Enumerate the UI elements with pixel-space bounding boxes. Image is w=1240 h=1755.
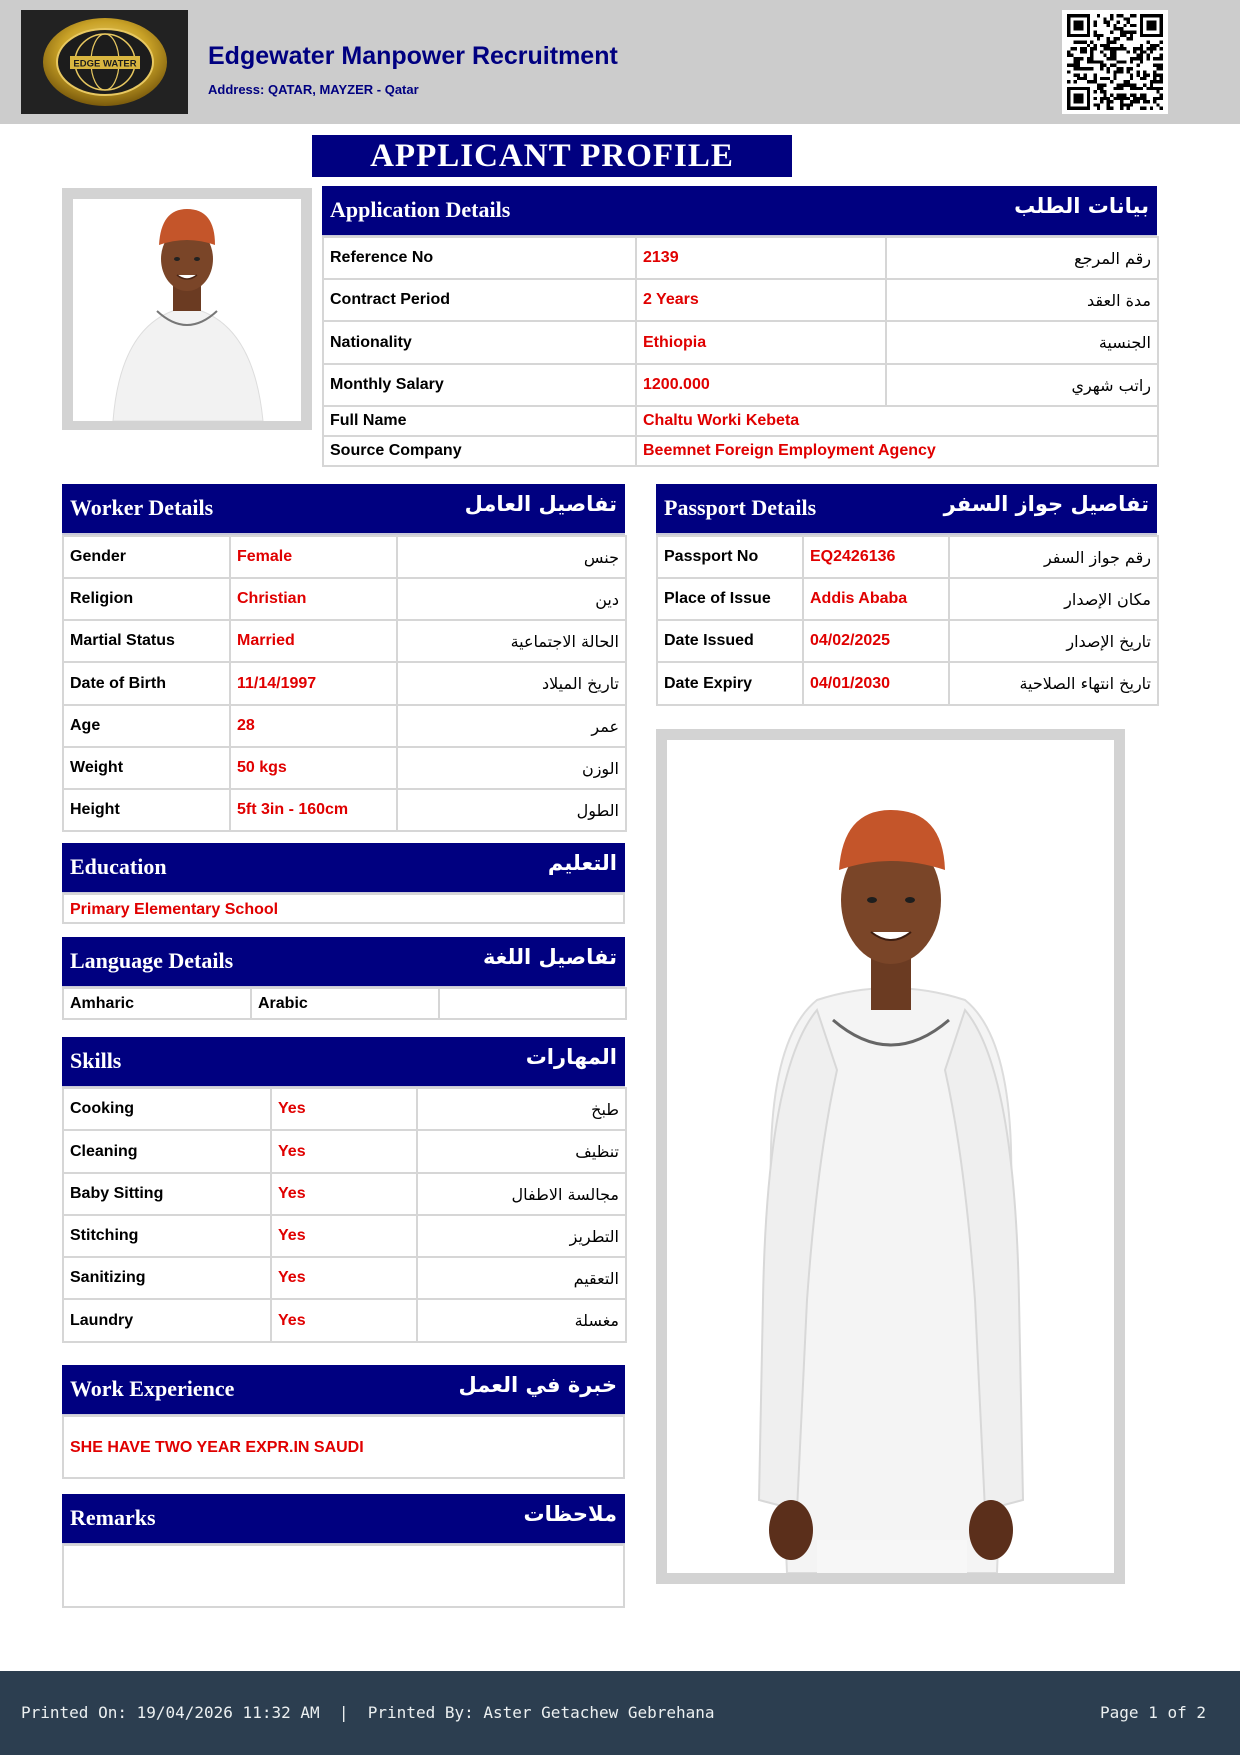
language-item: Amharic xyxy=(63,988,251,1019)
reference-no-value: 2139 xyxy=(636,237,886,279)
skill-cleaning-label-ar: تنظيف xyxy=(417,1130,626,1173)
table-row xyxy=(63,662,626,705)
reference-no-label-ar: رقم المرجع xyxy=(886,237,1158,279)
education-box xyxy=(62,893,625,924)
skill-baby-sitting-value: Yes xyxy=(271,1173,417,1215)
date-of-birth-label: Date of Birth xyxy=(63,662,230,705)
qr-code-icon xyxy=(1067,14,1163,110)
work-experience-title: Work Experience xyxy=(70,1376,235,1401)
table-row xyxy=(657,536,1158,578)
full-name-label: Full Name xyxy=(323,406,636,436)
age-label: Age xyxy=(63,705,230,747)
worker-details-table xyxy=(62,535,627,832)
remarks-box xyxy=(62,1544,625,1608)
passport-details-table xyxy=(656,535,1159,706)
work-experience-value: SHE HAVE TWO YEAR EXPR.IN SAUDI xyxy=(70,1439,364,1456)
qr-code[interactable] xyxy=(1062,10,1168,114)
height-label-ar: الطول xyxy=(397,789,626,831)
table-row xyxy=(63,1088,626,1130)
company-logo xyxy=(21,10,188,114)
education-header xyxy=(62,843,625,895)
table-row xyxy=(63,988,626,1019)
passport-no-value: EQ2426136 xyxy=(803,536,949,578)
education-value: Primary Elementary School xyxy=(70,901,279,918)
date-issued-label: Date Issued xyxy=(657,620,803,662)
worker-details-title-ar: تفاصيل العامل xyxy=(464,492,617,516)
skill-sanitizing-label: Sanitizing xyxy=(63,1257,271,1299)
table-row xyxy=(63,789,626,831)
application-details-title-ar: بيانات الطلب xyxy=(1014,194,1149,218)
gender-label: Gender xyxy=(63,536,230,578)
skill-sanitizing-label-ar: التعقيم xyxy=(417,1257,626,1299)
gender-label-ar: جنس xyxy=(397,536,626,578)
date-of-birth-label-ar: تاريخ الميلاد xyxy=(397,662,626,705)
applicant-portrait-image xyxy=(73,199,301,421)
passport-details-title-ar: تفاصيل جواز السفر xyxy=(943,492,1149,516)
nationality-label-ar: الجنسية xyxy=(886,321,1158,364)
language-details-title-ar: تفاصيل اللغة xyxy=(482,945,617,969)
skill-cooking-value: Yes xyxy=(271,1088,417,1130)
skill-cooking-label: Cooking xyxy=(63,1088,271,1130)
nationality-label: Nationality xyxy=(323,321,636,364)
weight-label-ar: الوزن xyxy=(397,747,626,789)
skill-stitching-label-ar: التطريز xyxy=(417,1215,626,1257)
remarks-title-ar: ملاحظات xyxy=(523,1502,617,1526)
table-row xyxy=(323,279,1158,321)
passport-no-label: Passport No xyxy=(657,536,803,578)
work-experience-header xyxy=(62,1365,625,1417)
skill-laundry-label: Laundry xyxy=(63,1299,271,1342)
worker-details-header xyxy=(62,484,625,536)
gender-value: Female xyxy=(230,536,397,578)
monthly-salary-label-ar: راتب شهري xyxy=(886,364,1158,406)
skill-stitching-label: Stitching xyxy=(63,1215,271,1257)
skill-laundry-value: Yes xyxy=(271,1299,417,1342)
language-item: Arabic xyxy=(251,988,439,1019)
marital-status-label-ar: الحالة الاجتماعية xyxy=(397,620,626,662)
passport-no-label-ar: رقم جواز السفر xyxy=(949,536,1158,578)
marital-status-label: Martial Status xyxy=(63,620,230,662)
applicant-photo-small xyxy=(62,188,312,430)
full-name-value: Chaltu Worki Kebeta xyxy=(636,406,1158,436)
table-row xyxy=(657,662,1158,705)
work-experience-title-ar: خبرة في العمل xyxy=(458,1373,617,1397)
skills-table xyxy=(62,1087,627,1343)
source-company-value: Beemnet Foreign Employment Agency xyxy=(636,436,1158,466)
date-expiry-label-ar: تاريخ انتهاء الصلاحية xyxy=(949,662,1158,705)
education-title: Education xyxy=(70,854,167,879)
weight-value: 50 kgs xyxy=(230,747,397,789)
age-value: 28 xyxy=(230,705,397,747)
marital-status-value: Married xyxy=(230,620,397,662)
remarks-title: Remarks xyxy=(70,1505,156,1530)
skills-title-ar: المهارات xyxy=(525,1045,617,1069)
table-row xyxy=(323,364,1158,406)
person-fullbody-icon xyxy=(667,740,1114,1573)
monthly-salary-value: 1200.000 xyxy=(636,364,886,406)
company-address: Address: QATAR, MAYZER - Qatar xyxy=(208,82,419,97)
passport-details-header xyxy=(656,484,1157,536)
place-of-issue-label-ar: مكان الإصدار xyxy=(949,578,1158,620)
date-issued-label-ar: تاريخ الإصدار xyxy=(949,620,1158,662)
applicant-fullbody-image xyxy=(667,740,1114,1573)
table-row xyxy=(323,436,1158,466)
remarks-header xyxy=(62,1494,625,1546)
monthly-salary-label: Monthly Salary xyxy=(323,364,636,406)
date-expiry-label: Date Expiry xyxy=(657,662,803,705)
table-row xyxy=(63,705,626,747)
height-label: Height xyxy=(63,789,230,831)
reference-no-label: Reference No xyxy=(323,237,636,279)
print-info: Printed On: 19/04/2026 11:32 AM | Printed By: Aster Getachew Gebrehana xyxy=(21,1703,715,1722)
language-details-header xyxy=(62,937,625,989)
contract-period-label: Contract Period xyxy=(323,279,636,321)
table-row xyxy=(323,321,1158,364)
education-title-ar: التعليم xyxy=(547,851,617,875)
skill-baby-sitting-label-ar: مجالسة الاطفال xyxy=(417,1173,626,1215)
table-row xyxy=(63,1130,626,1173)
application-details-table xyxy=(322,236,1159,467)
person-portrait-icon xyxy=(73,199,301,421)
table-row xyxy=(323,237,1158,279)
contract-period-label-ar: مدة العقد xyxy=(886,279,1158,321)
age-label-ar: عمر xyxy=(397,705,626,747)
skill-cleaning-value: Yes xyxy=(271,1130,417,1173)
skills-header xyxy=(62,1037,625,1089)
language-details-title: Language Details xyxy=(70,948,234,973)
table-row xyxy=(63,1173,626,1215)
application-details-title: Application Details xyxy=(330,197,511,222)
table-row xyxy=(63,1215,626,1257)
date-of-birth-value: 11/14/1997 xyxy=(230,662,397,705)
skills-title: Skills xyxy=(70,1048,122,1073)
table-row xyxy=(657,620,1158,662)
date-issued-value: 04/02/2025 xyxy=(803,620,949,662)
table-row xyxy=(63,747,626,789)
height-value: 5ft 3in - 160cm xyxy=(230,789,397,831)
table-row xyxy=(63,578,626,620)
table-row xyxy=(323,406,1158,436)
table-row xyxy=(63,536,626,578)
skill-baby-sitting-label: Baby Sitting xyxy=(63,1173,271,1215)
page-title: APPLICANT PROFILE xyxy=(312,135,792,177)
skill-cooking-label-ar: طبخ xyxy=(417,1088,626,1130)
contract-period-value: 2 Years xyxy=(636,279,886,321)
passport-details-title: Passport Details xyxy=(664,495,817,520)
svg-text:EDGE WATER: EDGE WATER xyxy=(72,58,137,70)
religion-value: Christian xyxy=(230,578,397,620)
language-table xyxy=(62,987,627,1020)
page-header xyxy=(0,0,1240,124)
table-row xyxy=(63,1299,626,1342)
language-item xyxy=(439,988,626,1019)
logo-emblem-icon xyxy=(40,16,170,108)
skill-stitching-value: Yes xyxy=(271,1215,417,1257)
page-footer xyxy=(0,1671,1240,1755)
table-row xyxy=(63,620,626,662)
nationality-value: Ethiopia xyxy=(636,321,886,364)
weight-label: Weight xyxy=(63,747,230,789)
place-of-issue-label: Place of Issue xyxy=(657,578,803,620)
source-company-label: Source Company xyxy=(323,436,636,466)
work-experience-box xyxy=(62,1415,625,1479)
skill-cleaning-label: Cleaning xyxy=(63,1130,271,1173)
page-number: Page 1 of 2 xyxy=(1100,1703,1206,1722)
application-details-header xyxy=(322,186,1157,238)
religion-label: Religion xyxy=(63,578,230,620)
place-of-issue-value: Addis Ababa xyxy=(803,578,949,620)
applicant-photo-large xyxy=(656,729,1125,1584)
table-row xyxy=(63,1257,626,1299)
religion-label-ar: دين xyxy=(397,578,626,620)
skill-sanitizing-value: Yes xyxy=(271,1257,417,1299)
date-expiry-value: 04/01/2030 xyxy=(803,662,949,705)
table-row xyxy=(657,578,1158,620)
worker-details-title: Worker Details xyxy=(70,495,214,520)
skill-laundry-label-ar: مغسلة xyxy=(417,1299,626,1342)
company-name: Edgewater Manpower Recruitment xyxy=(208,42,618,70)
